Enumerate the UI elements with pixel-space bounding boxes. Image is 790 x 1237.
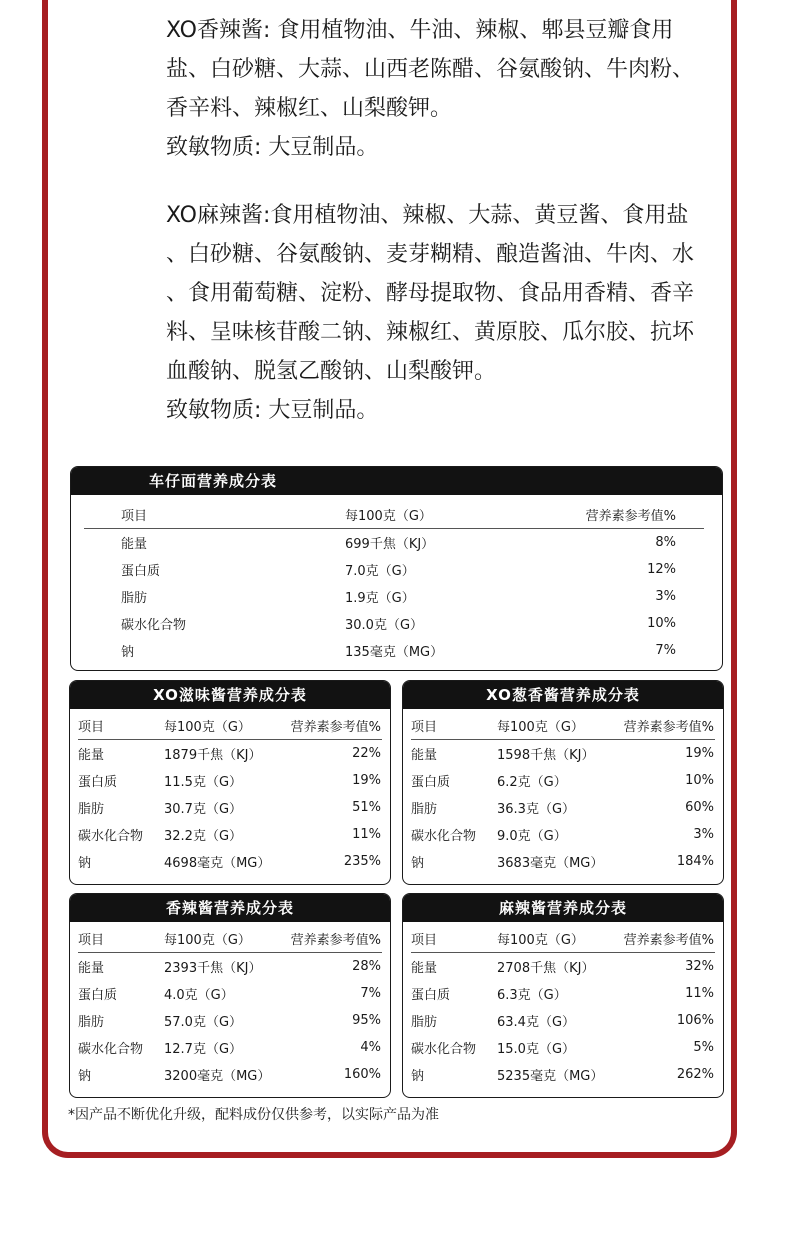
table-title: 车仔面营养成分表 [71, 467, 722, 495]
table-cell: 8% [655, 535, 676, 550]
table-cell: 57.0克（G） [164, 1015, 243, 1030]
table-cell: 脂肪 [411, 1015, 438, 1030]
column-header: 每100克（G） [164, 925, 286, 953]
ingredient-line: 、白砂糖、谷氨酸钠、麦芽糊精、酿造酱油、牛肉、水 [166, 242, 695, 267]
column-header: 每100克（G） [164, 712, 286, 740]
table-row [78, 794, 382, 821]
table-cell: 钠 [78, 856, 92, 871]
table-cell: 碳水化合物 [121, 618, 187, 633]
table-cell: 脂肪 [78, 1015, 105, 1030]
table-cell: 32.2克（G） [164, 829, 243, 844]
column-header: 项目 [78, 712, 164, 740]
table-cell: 235% [343, 854, 381, 869]
table-cell: 脂肪 [121, 591, 148, 606]
nutrition-grid [78, 712, 382, 875]
table-cell: 能量 [78, 748, 105, 763]
table-row [411, 1007, 715, 1034]
table-row [84, 556, 704, 583]
table-cell: 10% [685, 773, 714, 788]
table-cell: 能量 [121, 537, 148, 552]
ingredient-line: XO麻辣酱:食用植物油、辣椒、大蒜、黄豆酱、食用盐 [166, 203, 689, 228]
table-cell: 1879千焦（KJ） [164, 748, 262, 763]
column-header: 营养素参考值% [286, 925, 382, 953]
table-title: 香辣酱营养成分表 [70, 894, 390, 922]
table-cell: 碳水化合物 [411, 1042, 477, 1057]
footnote: *因产品不断优化升级，配料成份仅供参考，以实际产品为准 [68, 1107, 439, 1123]
table-cell: 碳水化合物 [78, 829, 144, 844]
table-cell: 11.5克（G） [164, 775, 243, 790]
table-header-row [78, 925, 382, 953]
ingredient-line: 、食用葡萄糖、淀粉、酵母提取物、食品用香精、香辛 [166, 281, 695, 306]
table-cell: 699千焦（KJ） [345, 537, 435, 552]
table-title: XO滋味酱营养成分表 [70, 681, 390, 709]
column-header: 营养素参考值% [286, 712, 382, 740]
nutrition-table-noodle [70, 466, 723, 671]
table-cell: 3683毫克（MG） [497, 856, 604, 871]
table-cell: 5% [693, 1040, 714, 1055]
nutrition-table-xo-scallion [402, 680, 724, 885]
ingredients-xo-mala [166, 196, 726, 430]
table-cell: 63.4克（G） [497, 1015, 576, 1030]
table-cell: 7.0克（G） [345, 564, 415, 579]
table-row [411, 980, 715, 1007]
table-cell: 能量 [411, 961, 438, 976]
table-cell: 28% [352, 959, 381, 974]
table-row [78, 1034, 382, 1061]
table-cell: 4698毫克（MG） [164, 856, 271, 871]
table-cell: 11% [352, 827, 381, 842]
table-cell: 95% [352, 1013, 381, 1028]
table-cell: 30.0克（G） [345, 618, 424, 633]
table-row [78, 821, 382, 848]
table-cell: 12% [647, 562, 676, 577]
table-cell: 6.3克（G） [497, 988, 567, 1003]
table-cell: 蛋白质 [411, 775, 451, 790]
table-cell: 19% [352, 773, 381, 788]
ingredient-line: 料、呈味核苷酸二钠、辣椒红、黄原胶、瓜尔胶、抗坏 [166, 320, 695, 345]
table-cell: 22% [352, 746, 381, 761]
table-header-row [411, 712, 715, 740]
table-cell: 2708千焦（KJ） [497, 961, 595, 976]
table-cell: 10% [647, 616, 676, 631]
table-row [78, 953, 382, 981]
table-cell: 钠 [411, 856, 425, 871]
table-row [78, 980, 382, 1007]
table-cell: 钠 [121, 645, 135, 660]
table-cell: 184% [676, 854, 714, 869]
table-header-row [78, 712, 382, 740]
column-header: 每100克（G） [497, 925, 619, 953]
nutrition-grid [84, 501, 704, 664]
table-cell: 36.3克（G） [497, 802, 576, 817]
ingredient-line: 香辛料、辣椒红、山梨酸钾。 [166, 96, 453, 121]
column-header: 营养素参考值% [619, 712, 715, 740]
table-cell: 9.0克（G） [497, 829, 567, 844]
ingredient-line: 血酸钠、脱氢乙酸钠、山梨酸钾。 [166, 359, 497, 384]
table-cell: 4.0克（G） [164, 988, 234, 1003]
table-cell: 60% [685, 800, 714, 815]
nutrition-grid [78, 925, 382, 1088]
table-row [411, 767, 715, 794]
table-cell: 19% [685, 746, 714, 761]
table-cell: 碳水化合物 [411, 829, 477, 844]
table-cell: 脂肪 [411, 802, 438, 817]
table-row [78, 1007, 382, 1034]
column-header: 项目 [411, 712, 497, 740]
table-cell: 钠 [411, 1069, 425, 1084]
nutrition-table-spicy [69, 893, 391, 1098]
table-row [78, 767, 382, 794]
table-cell: 脂肪 [78, 802, 105, 817]
table-row [411, 821, 715, 848]
table-cell: 160% [343, 1067, 381, 1082]
table-row [78, 740, 382, 768]
table-cell: 11% [685, 986, 714, 1001]
table-cell: 106% [676, 1013, 714, 1028]
table-cell: 能量 [411, 748, 438, 763]
table-row [411, 848, 715, 875]
column-header: 项目 [411, 925, 497, 953]
table-row [411, 794, 715, 821]
column-header: 营养素参考值% [619, 925, 715, 953]
column-header: 每100克（G） [497, 712, 619, 740]
table-row [411, 740, 715, 768]
column-header: 项目 [78, 925, 164, 953]
column-header: 每100克（G） [345, 501, 545, 529]
table-cell: 6.2克（G） [497, 775, 567, 790]
table-cell: 5235毫克（MG） [497, 1069, 604, 1084]
table-title: 麻辣酱营养成分表 [403, 894, 723, 922]
ingredient-line: 盐、白砂糖、大蒜、山西老陈醋、谷氨酸钠、牛肉粉、 [166, 57, 695, 82]
nutrition-table-xo-savory [69, 680, 391, 885]
table-cell: 4% [360, 1040, 381, 1055]
table-cell: 12.7克（G） [164, 1042, 243, 1057]
nutrition-grid [411, 712, 715, 875]
table-cell: 3% [655, 589, 676, 604]
table-cell: 32% [685, 959, 714, 974]
table-cell: 15.0克（G） [497, 1042, 576, 1057]
table-header-row [411, 925, 715, 953]
allergen-line: 致敏物质: 大豆制品。 [166, 135, 379, 160]
table-row [78, 848, 382, 875]
table-cell: 51% [352, 800, 381, 815]
table-cell: 30.7克（G） [164, 802, 243, 817]
nutrition-table-mala [402, 893, 724, 1098]
table-cell: 蛋白质 [78, 988, 118, 1003]
ingredients-xo-spicy [166, 11, 726, 167]
table-cell: 蛋白质 [121, 564, 161, 579]
table-cell: 7% [360, 986, 381, 1001]
table-row [411, 1034, 715, 1061]
table-cell: 135毫克（MG） [345, 645, 444, 660]
ingredient-line: XO香辣酱: 食用植物油、牛油、辣椒、郫县豆瓣食用 [166, 18, 674, 43]
table-row [411, 953, 715, 981]
table-cell: 能量 [78, 961, 105, 976]
table-row [84, 610, 704, 637]
table-cell: 蛋白质 [411, 988, 451, 1003]
table-cell: 3% [693, 827, 714, 842]
table-cell: 钠 [78, 1069, 92, 1084]
table-row [84, 583, 704, 610]
nutrition-grid [411, 925, 715, 1088]
table-header-row [84, 501, 704, 529]
table-row [84, 637, 704, 664]
column-header: 项目 [84, 501, 345, 529]
table-row [411, 1061, 715, 1088]
table-row [84, 529, 704, 557]
table-row [78, 1061, 382, 1088]
table-cell: 262% [676, 1067, 714, 1082]
table-cell: 1.9克（G） [345, 591, 415, 606]
table-cell: 7% [655, 643, 676, 658]
table-cell: 蛋白质 [78, 775, 118, 790]
table-cell: 碳水化合物 [78, 1042, 144, 1057]
table-cell: 1598千焦（KJ） [497, 748, 595, 763]
table-title: XO葱香酱营养成分表 [403, 681, 723, 709]
table-cell: 3200毫克（MG） [164, 1069, 271, 1084]
allergen-line: 致敏物质: 大豆制品。 [166, 398, 379, 423]
column-header: 营养素参考值% [545, 501, 704, 529]
table-cell: 2393千焦（KJ） [164, 961, 262, 976]
